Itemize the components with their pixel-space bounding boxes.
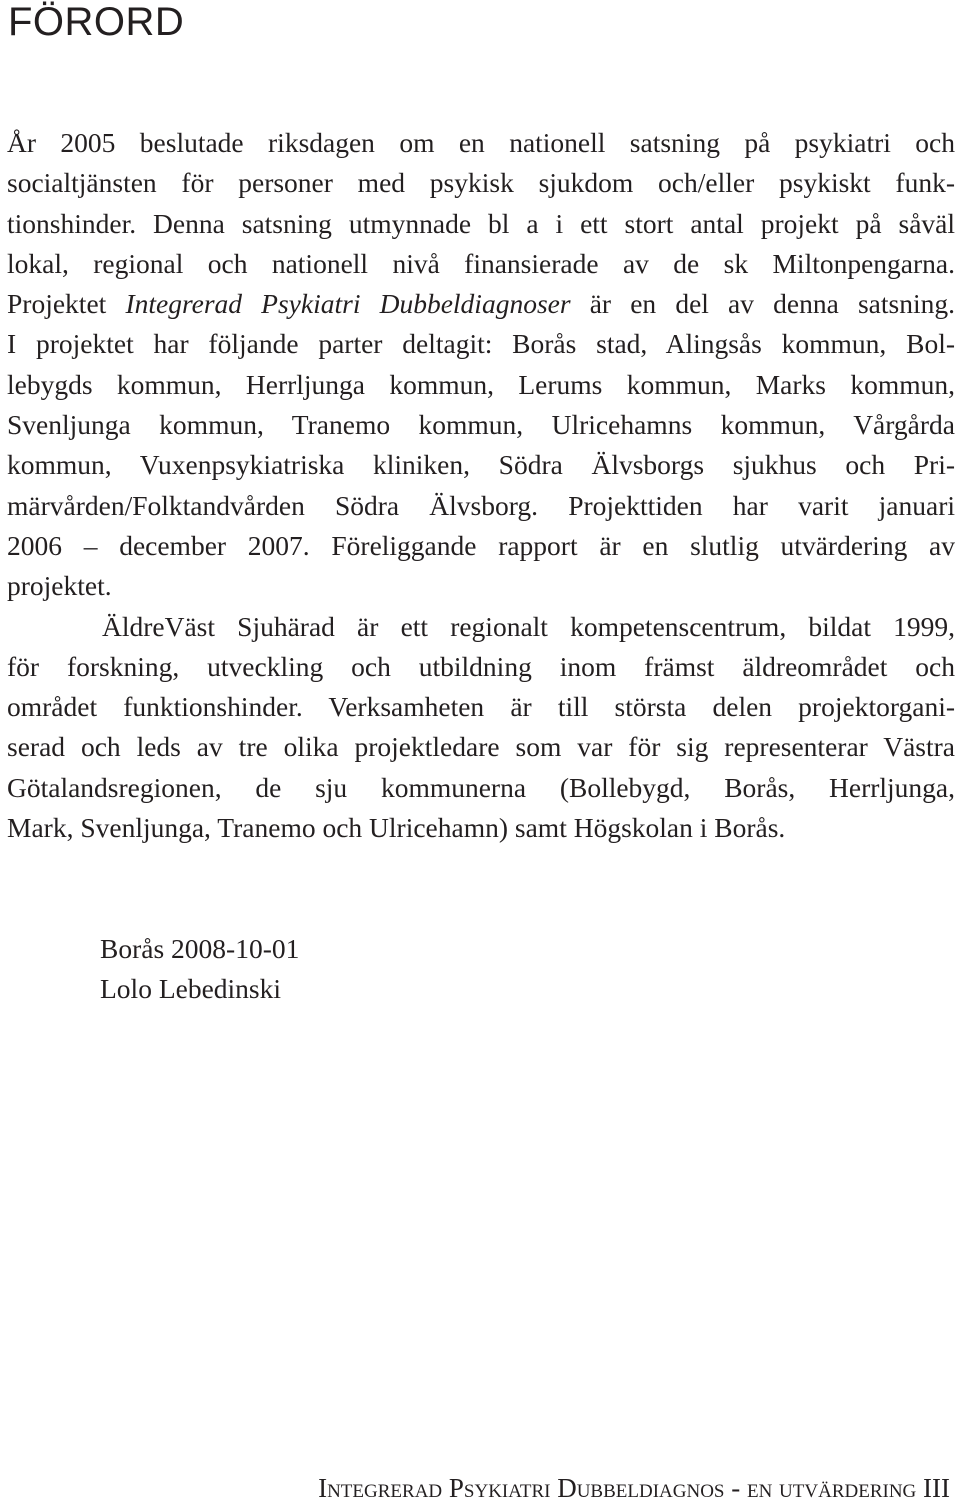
body-text [7, 123, 955, 848]
text-line: 2006 – december 2007. Föreliggande rapport är en slutlig utvärdering av [7, 529, 955, 561]
text-line [7, 284, 955, 324]
signature-block [100, 929, 299, 1009]
project-title-italic: Integrerad Psykiatri Dubbeldiagnoser [125, 288, 571, 320]
signature-place-date: Borås 2008-10-01 [100, 933, 300, 964]
text-line: serad och leds av tre olika projektledare som var för sig representerar Västra [7, 731, 955, 763]
text-segment: är en del av denna satsning. [570, 288, 955, 320]
text-line: tionshinder. Denna satsning utmynnade bl a i ett stort antal projekt på såväl [7, 207, 955, 239]
paragraph-intro [7, 123, 955, 607]
text-line: lebygds kommun, Herrljunga kommun, Lerums kommun, Marks kommun, [7, 368, 955, 400]
text-line: lokal, regional och nationell nivå finansierade av de sk Miltonpengarna. [7, 247, 955, 279]
text-line: projektet. [7, 570, 112, 602]
text-line: Mark, Svenljunga, Tranemo och Ulricehamn) samt Högskolan i Borås. [7, 812, 786, 844]
text-line: Götalandsregionen, de sju kommunerna (Bollebygd, Borås, Herrljunga, [7, 771, 955, 803]
text-line: kommun, Vuxenpsykiatriska kliniken, Södra Älvsborgs sjukhus och Pri- [7, 449, 955, 481]
text-line: socialtjänsten för personer med psykisk sjukdom och/eller psykiskt funk- [7, 167, 955, 199]
text-line: för forskning, utveckling och utbildning inom främst äldreområdet och [7, 650, 955, 682]
text-line: År 2005 beslutade riksdagen om en nationell satsning på psykiatri och [7, 127, 955, 158]
running-title: Integrerad Psykiatri Dubbeldiagnos - en utvärdering [318, 1473, 917, 1503]
text-line: märvården/Folktandvården Södra Älvsborg. Projekttiden har varit januari [7, 489, 955, 521]
text-line: ÄldreVäst Sjuhärad är ett regionalt kompetenscentrum, bildat 1999, [102, 610, 955, 642]
text-line: I projektet har följande parter deltagit: Borås stad, Alingsås kommun, Bol- [7, 328, 955, 360]
page-number: III [923, 1473, 950, 1503]
page-footer [318, 1472, 950, 1504]
text-line: området funktionshinder. Verksamheten är till största delen projektorgani- [7, 691, 955, 723]
signature-name: Lolo Lebedinski [100, 973, 282, 1004]
text-segment: Projektet [7, 288, 126, 320]
page-heading: FÖRORD [8, 0, 185, 44]
text-line: Svenljunga kommun, Tranemo kommun, Ulricehamns kommun, Vårgårda [7, 409, 955, 441]
paragraph-organisation [7, 607, 955, 849]
